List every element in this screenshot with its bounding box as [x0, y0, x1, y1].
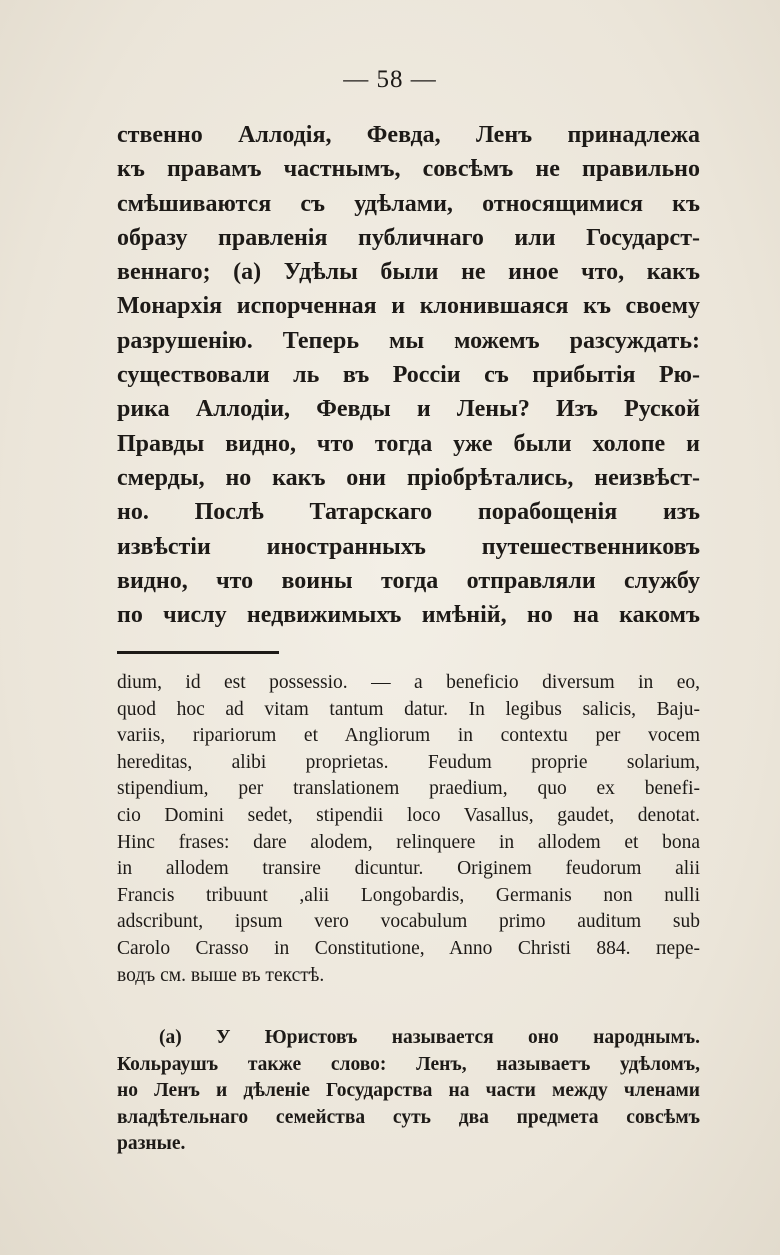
text-line: смерды, но какъ они пріобрѣтались, неизвѣст- — [117, 464, 700, 491]
footnote-a-line: владѣтельнаго семейства суть два предмета совсѣмъ — [117, 1106, 700, 1128]
footnote-a-line: Кольраушъ также слово: Ленъ, называетъ удѣломъ, — [117, 1053, 700, 1075]
text-line: разрушенію. Теперь мы можемъ разсуждать: — [117, 327, 700, 354]
page-number: — 58 — — [343, 66, 437, 93]
footnote-line: variis, ripariorum et Angliorum in contextu per vocem — [117, 725, 700, 747]
text-line: но. Послѣ Татарскаго порабощенія изъ — [117, 499, 700, 526]
footnote-line: quod hoc ad vitam tantum datur. In legibus salicis, Baju- — [117, 698, 700, 720]
footnote-line: Hinc frases: dare alodem, relinquere in allodem et bona — [117, 831, 700, 853]
footnote-a-line: но Ленъ и дѣленіе Государства на части между членами — [117, 1080, 700, 1102]
text-line: образу правленія публичнаго или Государст- — [117, 224, 700, 251]
footnote-line: cio Domini sedet, stipendii loco Vasallus, gaudet, denotat. — [117, 804, 700, 826]
text-line: веннаго; (а) Удѣлы были не иное что, какъ — [117, 259, 700, 286]
footnote-line: adscribunt, ipsum vero vocabulum primo auditum sub — [117, 911, 700, 933]
text-line: видно, что воины тогда отправляли службу — [117, 567, 700, 594]
text-line: ственно Аллодія, Февда, Ленъ принадлежа — [117, 122, 700, 148]
text-line: существовали ль въ Россіи съ прибытія Рю- — [117, 362, 700, 389]
latin-footnote — [117, 670, 700, 989]
text-line: извѣстіи иностранныхъ путешественниковъ — [117, 533, 700, 560]
main-text — [117, 118, 700, 632]
footnote-line: in allodem transire dicuntur. Originem feudorum alii — [117, 858, 700, 880]
text-line: Правды видно, что тогда уже были холопе и — [117, 430, 700, 457]
footnote-line: hereditas, alibi proprietas. Feudum proprie solarium, — [117, 751, 700, 773]
footnote-line: водъ см. выше въ текстѣ. — [117, 964, 325, 986]
footnote-line: dium, id est possessio. — a beneficio diversum in eo, — [117, 672, 700, 693]
footnote-line: Carolo Crasso in Constitutione, Anno Christi 884. пере- — [117, 937, 700, 959]
footnote-a-line: разные. — [117, 1133, 186, 1155]
text-line: рика Аллодіи, Февды и Лены? Изъ Руской — [117, 396, 700, 423]
text-line: по числу недвижимыхъ имѣній, но на какомъ — [117, 602, 700, 629]
text-line: къ правамъ частнымъ, совсѣмъ не правильно — [117, 156, 700, 183]
footnote-a-line: (а) У Юристовъ называется оно народнымъ. — [159, 1027, 700, 1048]
footnote-line: Francis tribuunt ,alii Longobardis, Germanis non nulli — [117, 884, 700, 906]
footnote-line: stipendium, per translationem praedium, quo ex benefi- — [117, 778, 700, 800]
text-line: Монархія испорченная и клонившаяся къ своему — [117, 293, 700, 320]
footnote-a — [117, 1025, 700, 1158]
footnote-divider — [117, 651, 279, 654]
text-line: смѣшиваются съ удѣлами, относящимися къ — [117, 190, 700, 217]
